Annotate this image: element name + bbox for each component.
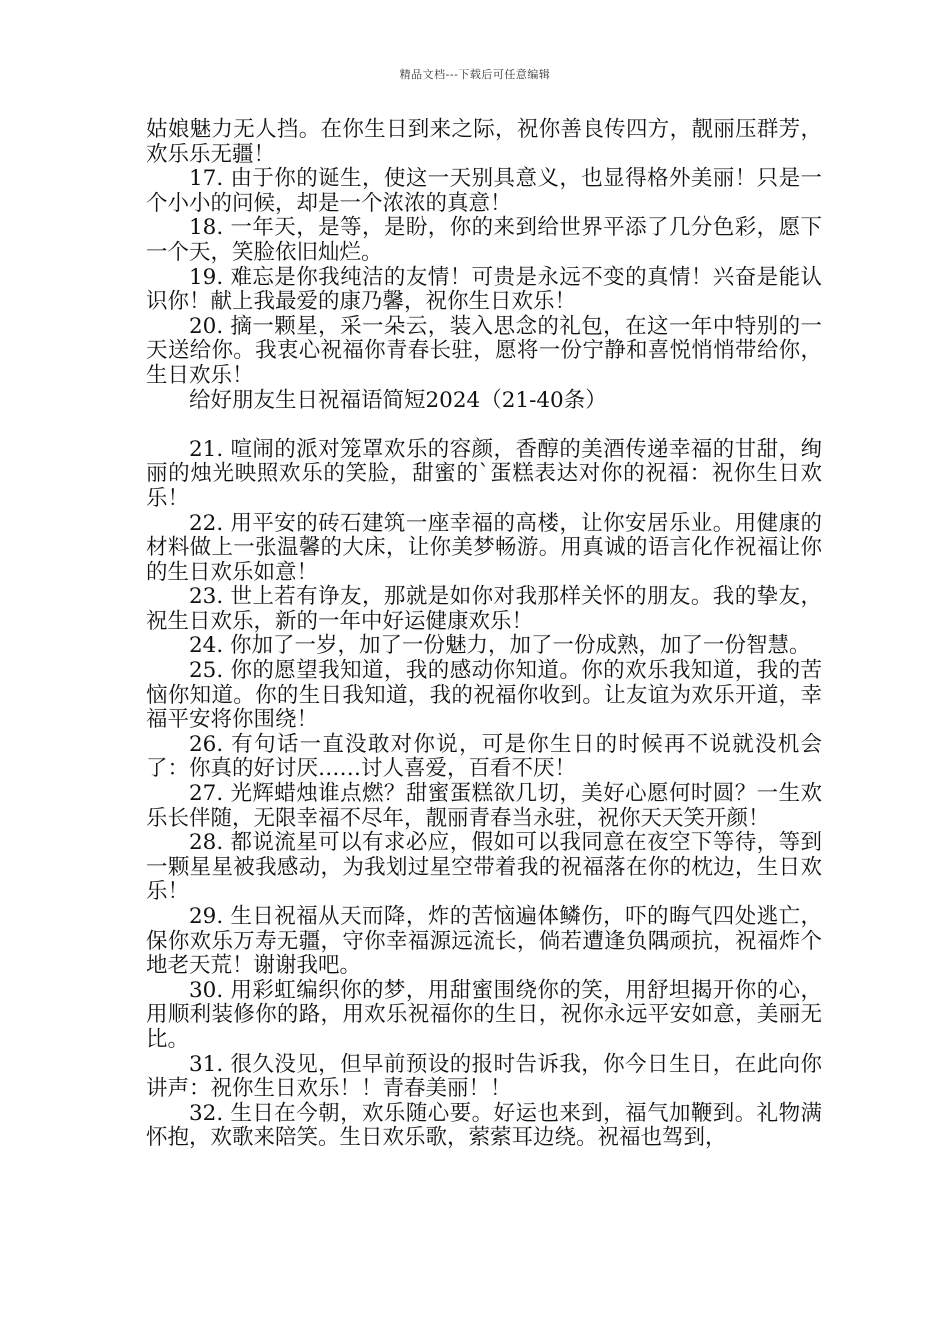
paragraph: 21. 喧闹的派对笼罩欢乐的容颜，香醇的美酒传递幸福的甘甜，绚丽的烛光映照欢乐的笑脸，甜蜜的`蛋糕表达对你的祝福：祝你生日欢乐！: [146, 436, 822, 511]
paragraph: 19. 难忘是你我纯洁的友情！可贵是永远不变的真情！兴奋是能认识你！献上我最爱的康乃馨，祝你生日欢乐！: [146, 264, 822, 315]
paragraph: 26. 有句话一直没敢对你说，可是你生日的时候再不说就没机会了：你真的好讨厌……讨人喜爱，百看不厌！: [146, 731, 822, 782]
paragraph: 18. 一年天，是等，是盼，你的来到给世界平添了几分色彩，愿下一个天，笑脸依旧灿烂。: [146, 215, 822, 265]
paragraph: 22. 用平安的砖石建筑一座幸福的高楼，让你安居乐业。用健康的材料做上一张温馨的大床，让你美梦畅游。用真诚的语言化作祝福让你的生日欢乐如意！: [146, 510, 822, 585]
paragraph: 25. 你的愿望我知道，我的感动你知道。你的欢乐我知道，我的苦恼你知道。你的生日我知道，我的祝福你收到。让友谊为欢乐开道，幸福平安将你围绕！: [146, 658, 822, 733]
paragraph: 31. 很久没见，但早前预设的报时告诉我，你今日生日，在此向你讲声：祝你生日欢乐！！青春美丽！！: [146, 1051, 822, 1102]
paragraph: 27. 光辉蜡烛谁点燃？甜蜜蛋糕欲几切，美好心愿何时圆？一生欢乐长伴随，无限幸福不尽年，靓丽青春当永驻，祝你天天笑开颜！: [146, 781, 822, 831]
paragraph: 29. 生日祝福从天而降，炸的苦恼遍体鳞伤，吓的晦气四处逃亡，保你欢乐万寿无疆，守你幸福源远流长，倘若遭逢负隅顽抗，祝福炸个地老天荒！谢谢我吧。: [146, 904, 822, 979]
paragraph: 20. 摘一颗星，采一朵云，装入思念的礼包，在这一年中特别的一天送给你。我衷心祝福你青春长驻，愿将一份宁静和喜悦悄悄带给你，生日欢乐！: [146, 313, 822, 388]
paragraph: 30. 用彩虹编织你的梦，用甜蜜围绕你的笑，用舒坦揭开你的心，用顺利装修你的路，用欢乐祝福你的生日，祝你永远平安如意，美丽无比。: [146, 977, 822, 1052]
blank-line: [146, 413, 822, 438]
paragraph: 23. 世上若有诤友，那就是如你对我那样关怀的朋友。我的挚友，祝生日欢乐，新的一年中好运健康欢乐！: [146, 584, 822, 634]
paragraph: 姑娘魅力无人挡。在你生日到来之际，祝你善良传四方，靓丽压群芳，欢乐乐无疆！: [146, 117, 822, 167]
paragraph: 32. 生日在今朝，欢乐随心要。好运也来到，福气加鞭到。礼物满怀抱，欢歌来陪笑。生日欢乐歌，萦萦耳边绕。祝福也驾到，: [146, 1100, 822, 1151]
document-body: [146, 118, 822, 1151]
page-header: 精品文档---下载后可任意编辑: [399, 68, 551, 81]
paragraph: 24. 你加了一岁，加了一份魅力，加了一份成熟，加了一份智慧。: [189, 633, 811, 659]
paragraph: 17. 由于你的诞生，使这一天别具意义，也显得格外美丽！只是一个小小的问候，却是一个浓浓的真意！: [146, 166, 822, 216]
paragraph: 28. 都说流星可以有求必应，假如可以我同意在夜空下等待，等到一颗星星被我感动，为我划过星空带着我的祝福落在你的枕边，生日欢乐！: [146, 830, 822, 905]
section-heading: 给好朋友生日祝福语简短2024（21-40条）: [189, 387, 607, 413]
